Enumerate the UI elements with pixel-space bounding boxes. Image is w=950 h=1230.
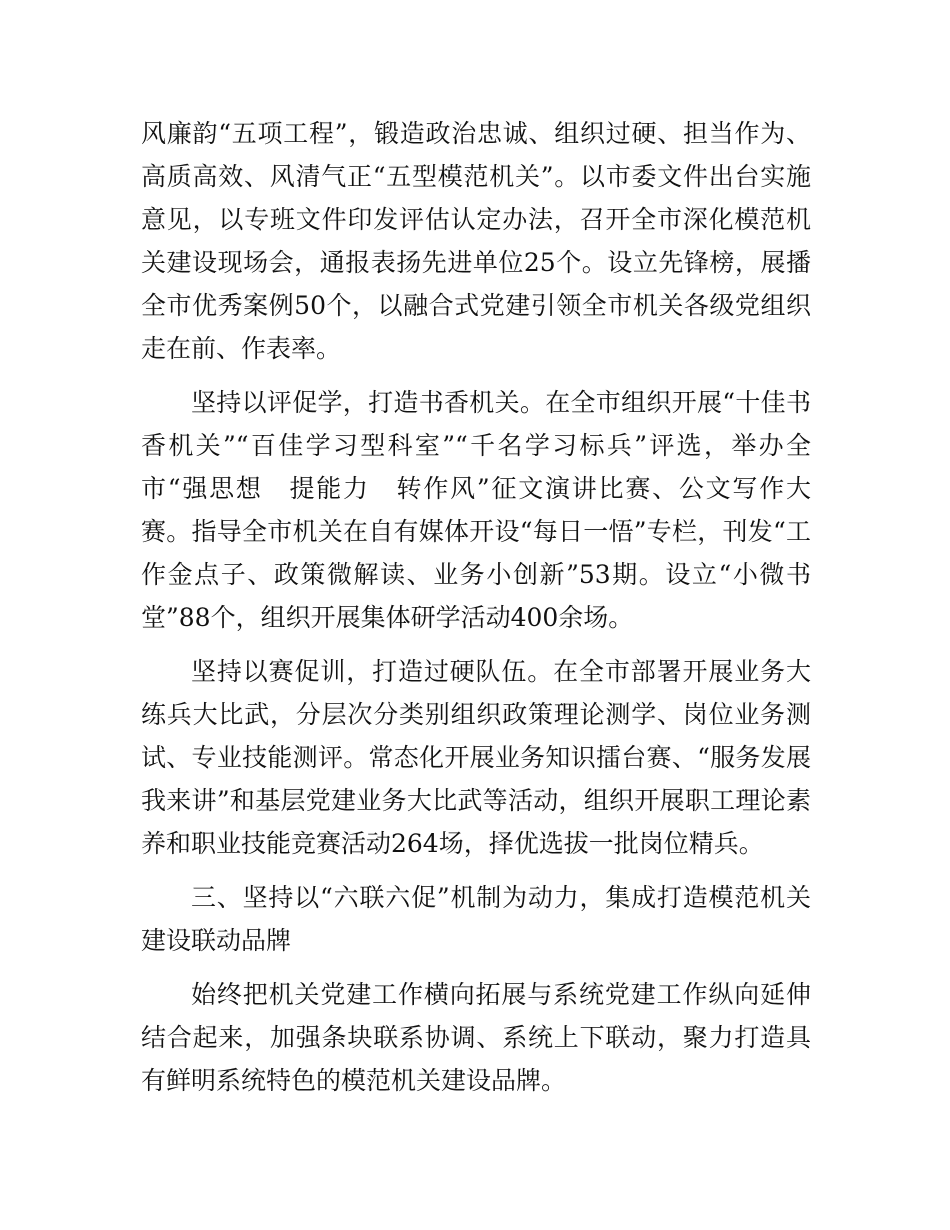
section-heading: 三、坚持以“六联六促”机制为动力，集成打造模范机关建设联动品牌 (141, 883, 811, 955)
paragraph-training-competition: 坚持以赛促训，打造过硬队伍。在全市部署开展业务大练兵大比武，分层次分类别组织政策理论测学、岗位业务测试、专业技能测评。常态化开展业务知识擂台赛、“服务发展我来讲”和基层党建业务大比武等活动，组织开展职工理论素养和职业技能竞赛活动264场，择优选拔一批岗位精兵。 (141, 657, 811, 858)
paragraph-continuation: 风廉韵“五项工程”，锻造政治忠诚、组织过硬、担当作为、高质高效、风清气正“五型模范机关”。以市委文件出台实施意见，以专班文件印发评估认定办法，召开全市深化模范机关建设现场会，通报表扬先进单位25个。设立先锋榜，展播全市优秀案例50个，以融合式党建引领全市机关各级党组织走在前、作表率。 (141, 119, 811, 363)
paragraph-brand-building: 始终把机关党建工作横向拓展与系统党建工作纵向延伸结合起来，加强条块联系协调、系统上下联动，聚力打造具有鲜明系统特色的模范机关建设品牌。 (141, 980, 811, 1095)
paragraph-study-promotion: 坚持以评促学，打造书香机关。在全市组织开展“十佳书香机关”“百佳学习型科室”“千名学习标兵”评选，举办全市“强思想 提能力 转作风”征文演讲比赛、公文写作大赛。指导全市机关在自有媒体开设“每日一悟”专栏，刊发“工作金点子、政策微解读、业务小创新”53期。设立“小微书堂”88个，组织开展集体研学活动400余场。 (141, 388, 811, 632)
document-body (141, 112, 811, 1113)
